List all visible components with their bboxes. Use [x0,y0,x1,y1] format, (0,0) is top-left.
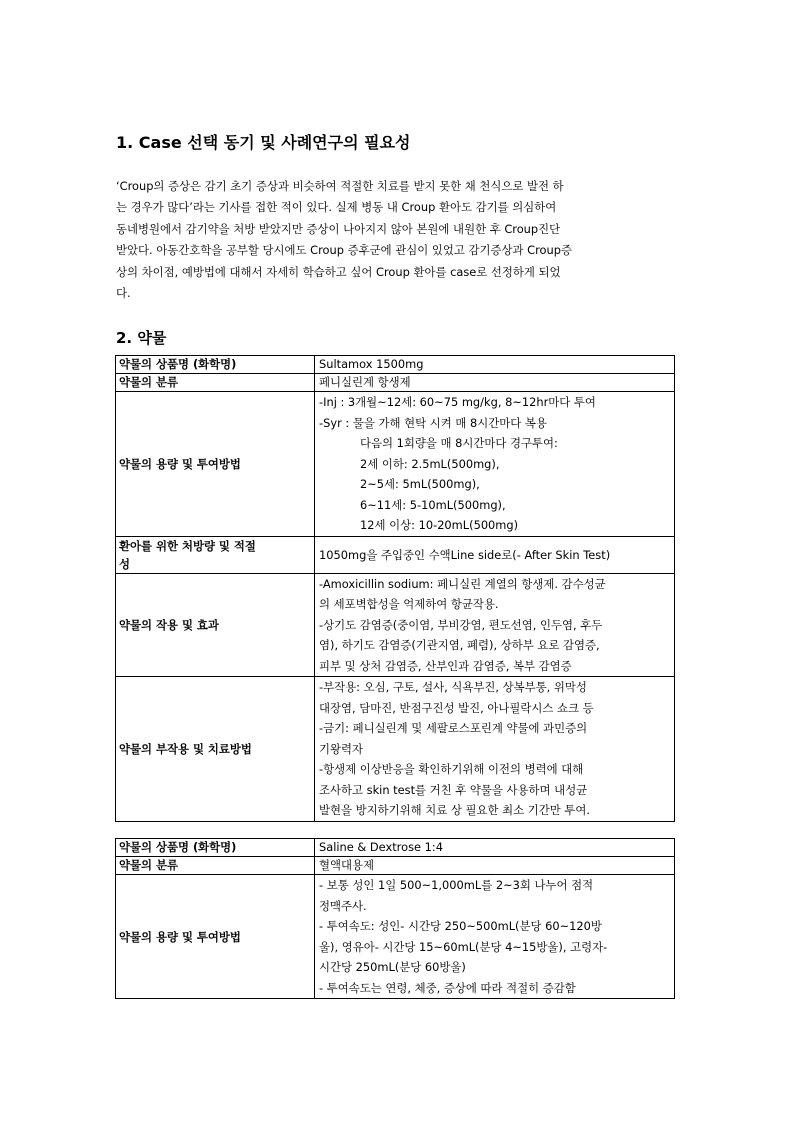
prescription-label-line: 환아를 위한 처방량 및 적절 [119,538,256,553]
side-effect-line: 기왕력자 [319,741,364,756]
prescription-value: 1050mg을 주입중인 수액Line side로(- After Skin Test) [315,536,675,573]
effect-line: 염), 하기도 감염증(기관지염, 폐렴), 상하부 요로 감염증, [319,638,600,652]
drug-class-value: 페니실린계 항생제 [315,374,675,392]
drug-dose-label: 약물의 용량 및 투여방법 [116,875,315,999]
paragraph-line: 상의 차이점, 예방법에 대해서 자세히 학습하고 싶어 Croup 환아를 case로 선정하게 되었 [116,264,561,279]
paragraph-line: 는 경우가 많다’라는 기사를 접한 적이 있다. 실제 병동 내 Croup 환아도 감기를 의심하여 [116,200,557,215]
prescription-label-line: 성 [119,556,131,571]
side-effect-line: -부작용: 오심, 구토, 설사, 식욕부진, 상복부통, 위막성 [319,680,587,694]
drug-class-label: 약물의 분류 [116,857,315,875]
drug-table-saline-dextrose [115,838,675,999]
table-row [116,839,675,857]
effect-line: 피부 및 상처 감염증, 산부인과 감염증, 복부 감염증 [319,658,572,673]
drug-name-value: Sultamox 1500mg [315,356,675,374]
side-effect-line: -금기: 페니실린계 및 세팔로스포린계 약물에 과민증의 [319,721,588,735]
section-1-paragraph [116,176,681,304]
drug-dose-value [315,392,675,537]
table-row [116,536,675,573]
table-row [116,573,675,677]
dose-line: -Syr : 물을 가해 현탁 시켜 매 8시간마다 복용 [319,415,547,430]
dose-line: - 보통 성인 1일 500~1,000mL를 2~3회 나누어 점적 [319,878,594,892]
side-effect-label: 약물의 부작용 및 치료방법 [116,677,315,822]
dose-line: 정맥주사. [319,898,367,913]
dose-line: 울), 영유아- 시간당 15~60mL(분당 4~15방울), 고령자- [319,939,608,954]
effect-line: 의 세포벽합성을 억제하여 항균작용. [319,597,499,611]
paragraph-line: 동네병원에서 감기약을 처방 받았지만 증상이 나아지지 않아 본원에 내원한 후 Croup진단 [116,221,561,236]
drug-dose-label: 약물의 용량 및 투여방법 [116,392,315,537]
table-row [116,677,675,822]
table-row [116,356,675,374]
side-effect-value [315,677,675,822]
table-row [116,857,675,875]
table-row [116,392,675,537]
paragraph-line: 받았다. 아동간호학을 공부할 당시에도 Croup 증후군에 관심이 있었고 감기증상과 Croup증 [116,243,572,258]
dose-line: 2~5세: 5mL(500mg), [360,477,480,491]
drug-class-value: 혈액대용제 [315,857,675,875]
paragraph-line: ‘Croup의 증상은 감기 초기 증상과 비슷하여 적절한 치료를 받지 못한 채 천식으로 발전 하 [116,179,564,193]
drug-effect-value [315,573,675,677]
dose-line: 6~11세: 5-10mL(500mg), [360,497,506,512]
drug-effect-label: 약물의 작용 및 효과 [116,573,315,677]
side-effect-line: 발현을 방지하기위해 치료 상 필요한 최소 기간만 투여. [319,803,591,817]
side-effect-line: 대장염, 담마진, 반점구진성 발진, 아나필락시스 쇼크 등 [319,700,594,715]
dose-line: 시간당 250mL(분당 60방울) [319,960,466,974]
drug-name-label: 약물의 상품명 (화학명) [116,839,315,857]
dose-line: 12세 이상: 10-20mL(500mg) [360,518,519,532]
paragraph-line: 다. [116,286,131,301]
table-row [116,374,675,392]
drug-name-value: Saline & Dextrose 1:4 [315,839,675,857]
drug-table-sultamox [115,355,675,822]
dose-line: 2세 이하: 2.5mL(500mg), [360,456,500,471]
section-2-heading: 2. 약물 [116,329,167,347]
section-1-heading: 1. Case 선택 동기 및 사례연구의 필요성 [116,133,411,152]
table-row [116,875,675,999]
drug-name-label: 약물의 상품명 (화학명) [116,356,315,374]
prescription-label [116,536,315,573]
dose-line: - 투여속도: 성인- 시간당 250~500mL(분당 60~120방 [319,919,602,933]
drug-class-label: 약물의 분류 [116,374,315,392]
dose-line: 다음의 1회량을 매 8시간마다 경구투여: [360,436,558,450]
drug-dose-value [315,875,675,999]
side-effect-line: -항생제 이상반응을 확인하기위해 이전의 병력에 대해 [319,762,584,776]
effect-line: -Amoxicillin sodium: 페니실린 계열의 항생제. 감수성균 [319,576,606,591]
side-effect-line: 조사하고 skin test를 거친 후 약물을 사용하며 내성균 [319,782,588,797]
dose-line: - 투여속도는 연령, 체중, 증상에 따라 적절히 증감함 [319,980,576,995]
effect-line: -상기도 감염증(중이염, 부비강염, 편도선염, 인두염, 후두 [319,617,603,632]
dose-line: -Inj : 3개월~12세: 60~75 mg/kg, 8~12hr마다 투여 [319,395,596,409]
